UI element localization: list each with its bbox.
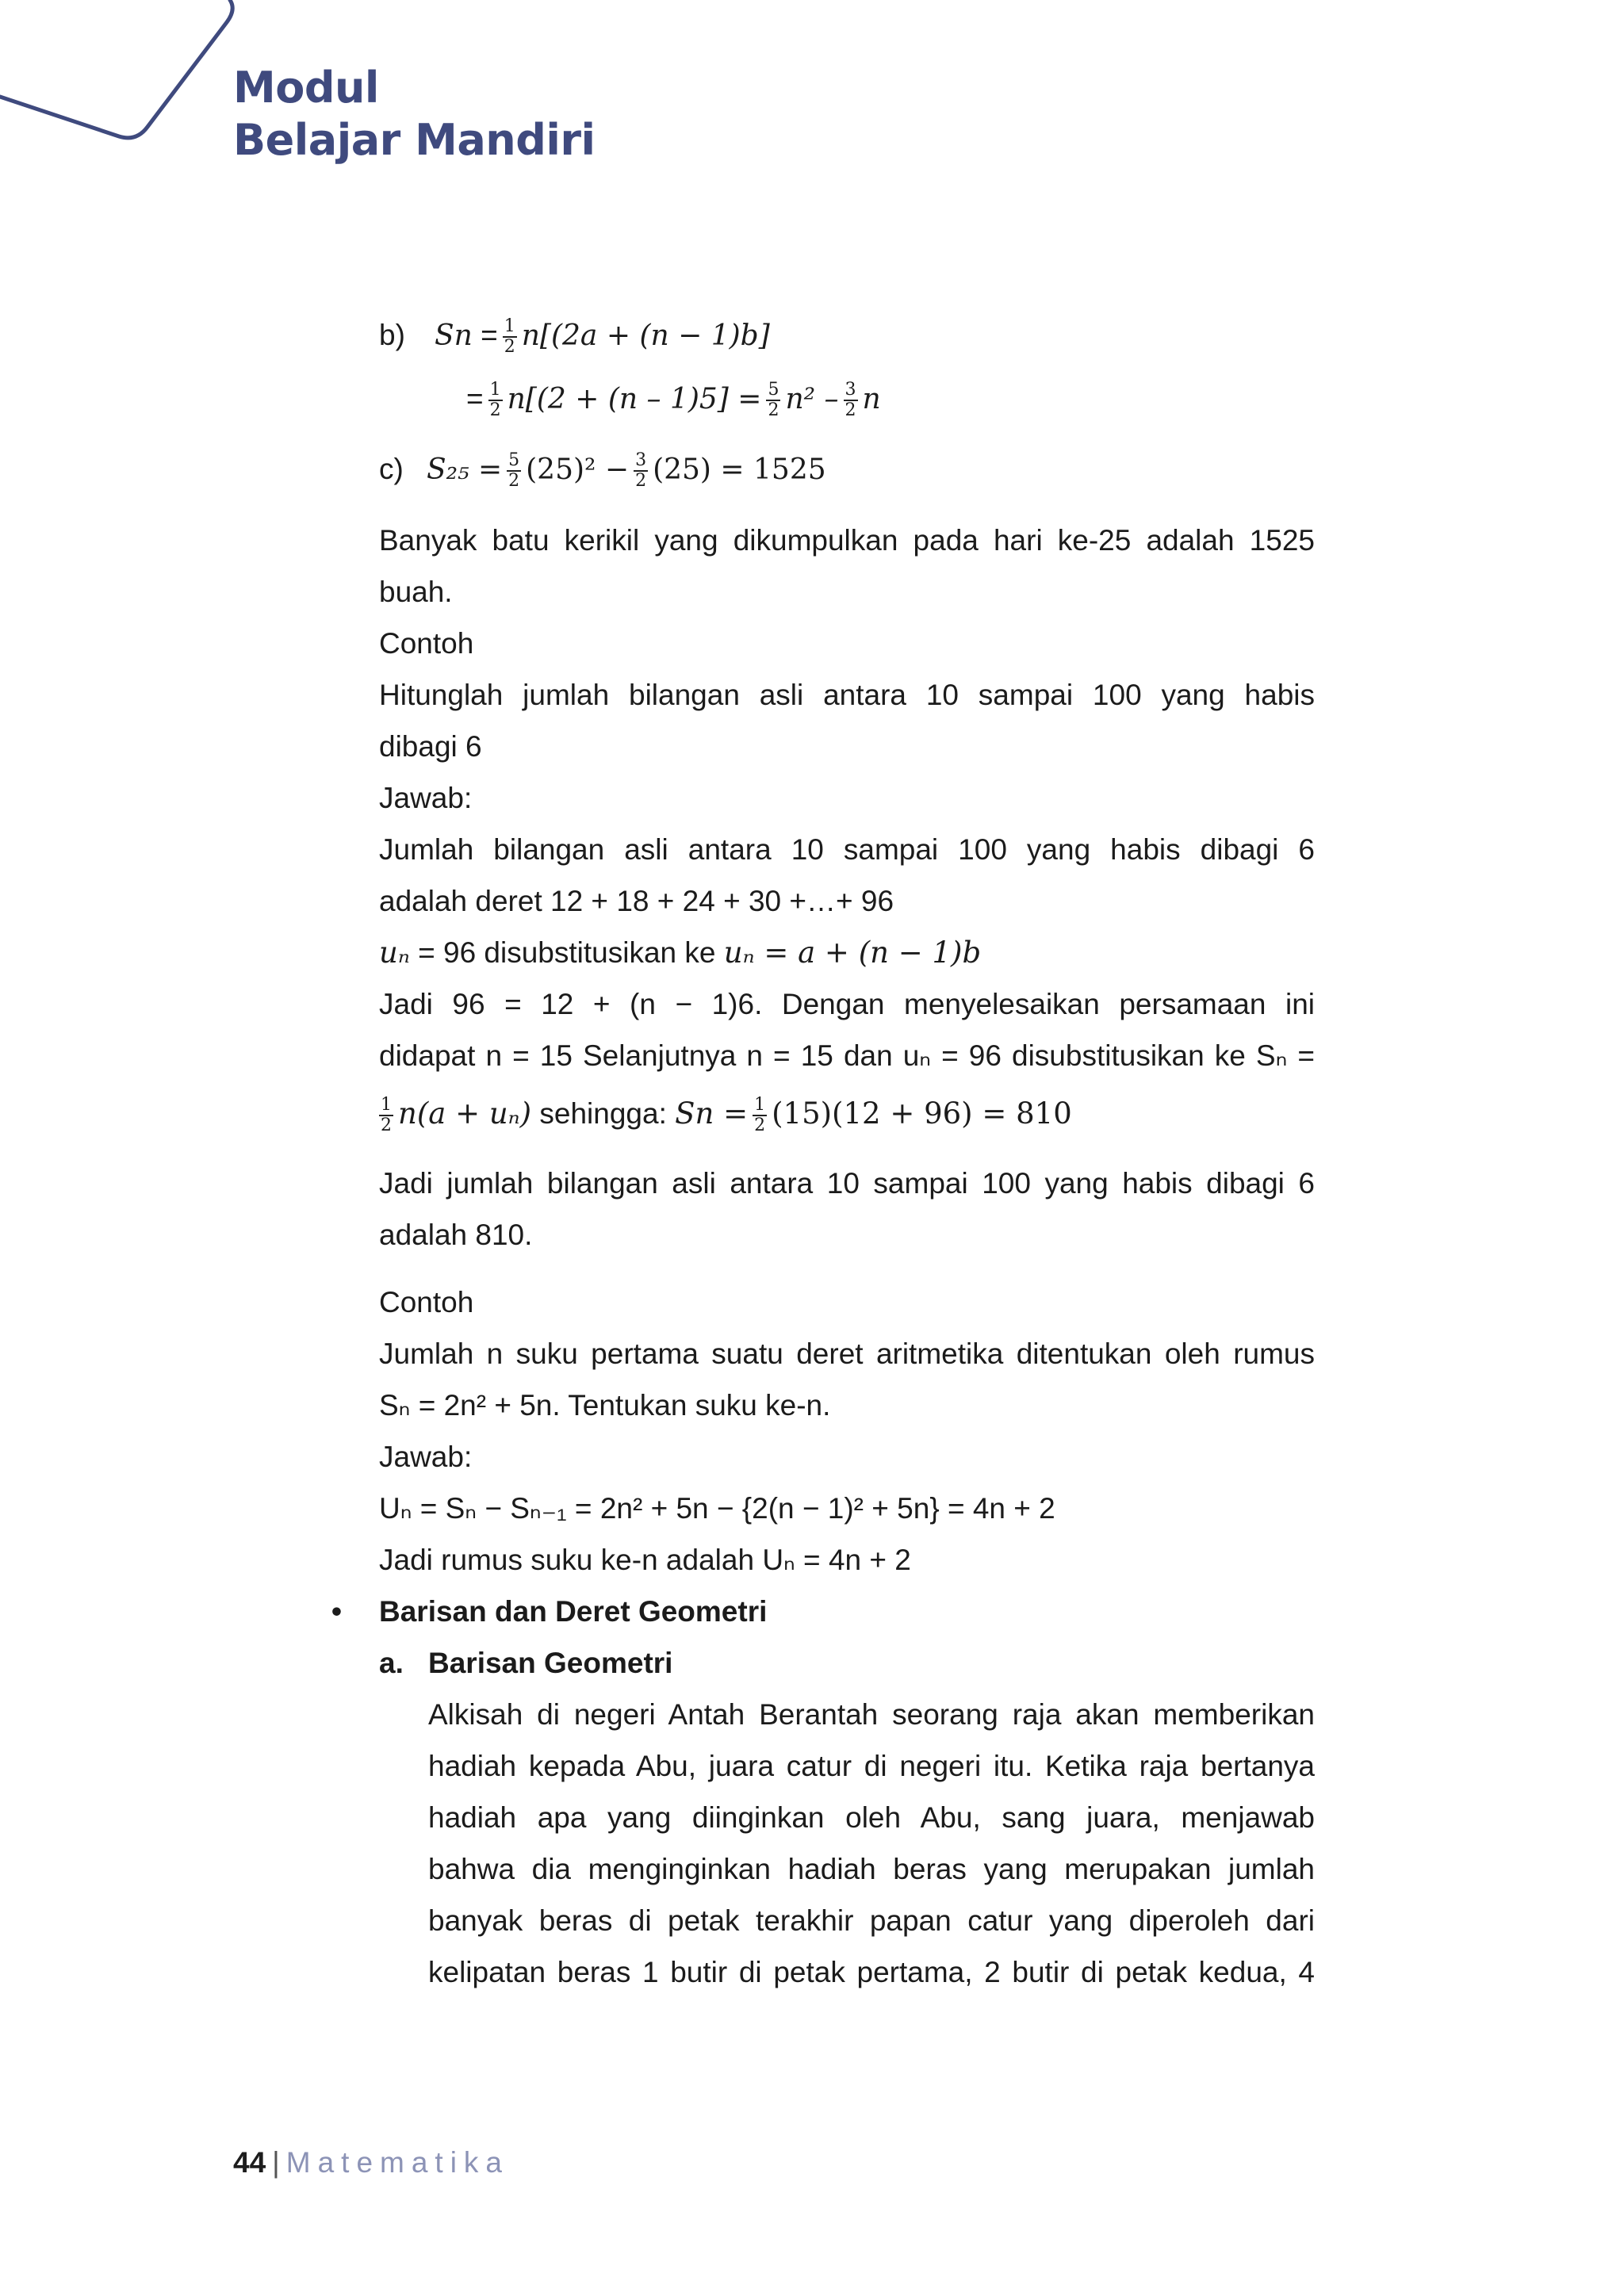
example-heading: Contoh [379,627,474,660]
answer-line: Uₙ = Sₙ − Sₙ₋₁ = 2n² + 5n − {2(n − 1)² + 5n} = 4n + 2 [379,1492,1055,1525]
story-line: banyak beras di petak terakhir papan catur yang diperoleh dari [428,1904,1315,1937]
math-s25: S₂₅ = [427,453,503,486]
module-brand [233,62,596,166]
section-heading [331,1586,1315,1637]
paragraph-line: buah. [379,576,453,608]
answer-text: sehingga: [531,1097,676,1130]
fraction: $\frac{3}{2}$ [635,450,647,492]
answer-line [379,1081,1315,1146]
bullet-icon: • [331,1595,342,1628]
conclusion-line: adalah 810. [379,1219,533,1251]
fraction: $\frac{5}{2}$ [508,450,520,492]
page-number: 44 [233,2146,266,2179]
math-sn: Sn = [675,1096,749,1131]
fraction: $\frac{1}{2}$ [754,1095,766,1136]
section-title: Barisan dan Deret Geometri [379,1595,768,1628]
story-line: kelipatan beras 1 butir di petak pertama, 2 butir di petak kedua, 4 [428,1956,1315,1988]
question-line: Sₙ = 2n² + 5n. Tentukan suku ke-n. [379,1389,831,1422]
page-content [331,308,1315,1998]
fraction: $\frac{3}{2}$ [845,380,856,421]
answer-heading: Jawab: [379,782,473,814]
math-expression: (15)(12 + 96) = 810 [772,1096,1072,1131]
answer-heading: Jawab: [379,1441,473,1473]
math-expression: n(a + uₙ) [398,1096,532,1131]
conclusion-line: Jadi jumlah bilangan asli antara 10 sampai 100 yang habis dibagi 6 [379,1167,1315,1200]
story-line: bahwa dia menginginkan hadiah beras yang merupakan jumlah [428,1853,1315,1885]
question-line: dibagi 6 [379,730,482,763]
question-line: Jumlah n suku pertama suatu deret aritmetika ditentukan oleh rumus [379,1337,1315,1370]
fraction: $\frac{5}{2}$ [768,380,779,421]
label-c: c) [379,453,404,485]
brand-line-1: Modul [233,63,379,113]
subsection-letter: a. [379,1647,404,1679]
story-paragraph [428,1689,1315,1998]
corner-decoration [0,0,254,159]
subsection-title: Barisan Geometri [428,1647,673,1679]
page-footer [233,2143,509,2183]
answer-line: adalah deret 12 + 18 + 24 + 30 +…+ 96 [379,885,894,917]
math-expression: n[(2 + (n – 1)5] = [507,383,762,415]
math-sn: Sn [435,320,473,352]
equals: = [466,382,484,415]
solution-b-line-2 [379,364,1315,434]
math-expression: (25)² − [526,453,630,486]
paragraph-line: Banyak batu kerikil yang dikumpulkan pada hari ke-25 adalah 1525 [379,524,1315,557]
story-line: hadiah apa yang diinginkan oleh Abu, sang juara, menjawab [428,1801,1315,1834]
math-expression: n [862,383,881,415]
footer-subject: Matematika [285,2146,510,2179]
subsection-heading [379,1637,1315,1689]
answer-line: didapat n = 15 Selanjutnya n = 15 dan uₙ = 96 disubstitusikan ke Sₙ = [379,1039,1315,1072]
story-line: Alkisah di negeri Antah Berantah seorang raja akan memberikan [428,1698,1315,1731]
solution-b-line-1 [379,308,1315,364]
brand-line-2: Belajar Mandiri [233,115,596,165]
answer-line: Jadi 96 = 12 + (n − 1)6. Dengan menyelesaikan persamaan ini [379,988,1315,1020]
footer-separator: | [272,2146,280,2179]
math-expression: n² – [785,383,839,415]
example-heading: Contoh [379,1286,474,1318]
story-line: hadiah kepada Abu, juara catur di negeri itu. Ketika raja bertanya [428,1750,1315,1782]
label-b: b) [379,319,405,351]
answer-line: Jumlah bilangan asli antara 10 sampai 100 yang habis dibagi 6 [379,833,1315,866]
math-expression: n[(2a + (n − 1)b] [521,320,770,352]
math-expression: (25) = 1525 [653,453,826,486]
fraction: $\frac{1}{2}$ [489,380,501,421]
fraction: $\frac{1}{2}$ [504,316,515,358]
answer-line: Jadi rumus suku ke-n adalah Uₙ = 4n + 2 [379,1544,911,1576]
answer-text: = 96 disubstitusikan ke [409,936,724,969]
answer-line [379,927,1315,978]
math-un: uₙ [379,936,410,970]
equals: = [481,319,498,351]
solution-c-line [379,434,1315,505]
question-line: Hitunglah jumlah bilangan asli antara 10 sampai 100 yang habis [379,679,1315,711]
math-formula: uₙ = a + (n − 1)b [723,936,982,970]
fraction: $\frac{1}{2}$ [381,1095,392,1136]
